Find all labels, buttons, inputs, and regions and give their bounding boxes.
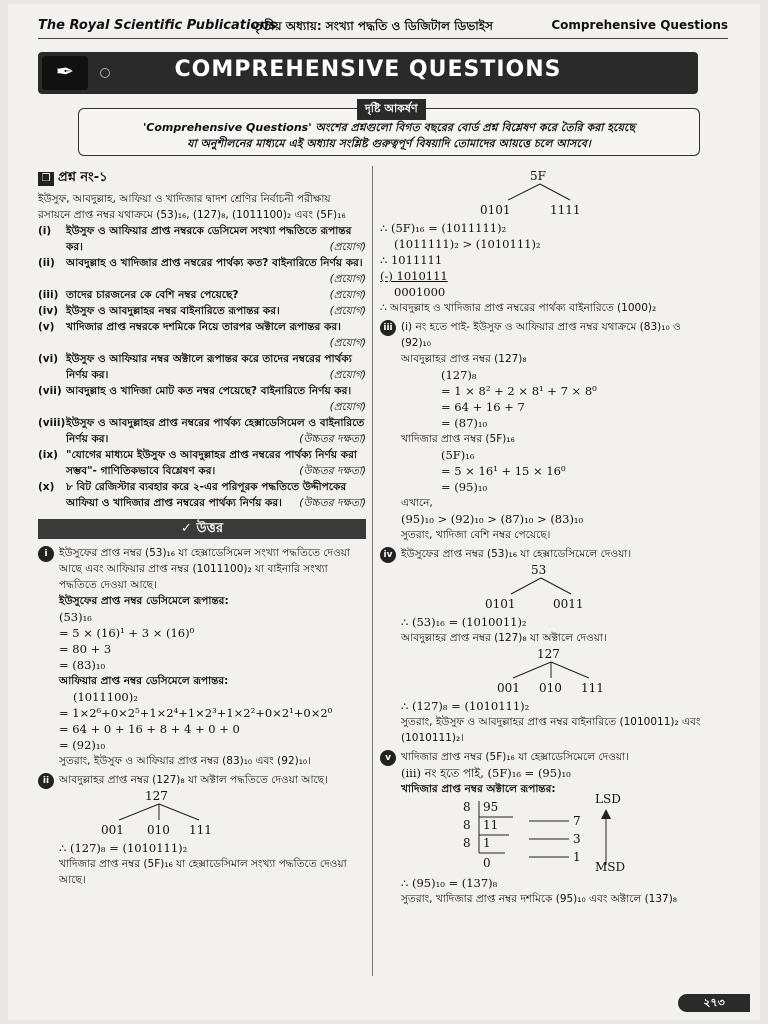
answer-text: ইউসুফের প্রাপ্ত নম্বর (53)₁₆ যা হেক্সাডেসিমেল সংখ্যা পদ্ধতিতে দেওয়া আছে এবং আফিয়ার প্রাপ্ত নম্বর (1011100)₂ যা বাইনারি সংখ্যা পদ্ধতিতে দেওয়া আছে। [59, 547, 351, 591]
tree-leaf: 0011 [553, 597, 584, 611]
math-line: = (92)₁₀ [59, 738, 106, 752]
tree-leaf: 001 [497, 681, 520, 695]
math-line: (127)₈ [441, 368, 477, 382]
question-item: (iv) ইউসুফ ও আবদুল্লাহর নম্বর বাইনারিতে রূপান্তর কর। (প্রয়োগ) [38, 305, 366, 317]
notice-line-2: যা অনুশীলনের মাধ্যমে এই অধ্যায় সংশ্লিষ্ট গুরুত্বপূর্ণ বিষয়াদি তোমাদের আয়ত্তে চলে আসবে। [187, 137, 591, 150]
notice-line-1: 'Comprehensive Questions' অংশের প্রশ্নগুলো বিগত বছরের বোর্ড প্রশ্ন বিশ্লেষণ করে তৈরি করা হয়েছে [142, 121, 636, 134]
answer-subheading: খাদিজার প্রাপ্ত নম্বর (5F)₁₆ [401, 433, 515, 445]
math-line: = 64 + 16 + 7 [441, 400, 525, 414]
column-divider [372, 166, 373, 976]
question-item: (vii) আবদুল্লাহ ও খাদিজা মোট কত নম্বর পেয়েছে? বাইনারিতে নির্ণয় কর। (প্রয়োগ) [38, 385, 366, 413]
answer-subheading: আবদুল্লাহর প্রাপ্ত নম্বর (127)₈ [401, 353, 527, 365]
math-line: (95)₁₀ > (92)₁₀ > (87)₁₀ > (83)₁₀ [401, 512, 584, 526]
math-line: ∴ (5F)₁₆ = (1011111)₂ [380, 221, 507, 235]
question-heading: ❐ প্রশ্ন নং-১ [38, 168, 366, 189]
math-line: ∴ (127)₈ = (1010111)₂ [59, 841, 188, 855]
answer-number-badge: iv [380, 547, 396, 563]
tree-leaf: 111 [189, 823, 212, 837]
answer-text: এখানে, [401, 497, 433, 509]
question-item: (i) ইউসুফ ও আফিয়ার প্রাপ্ত নম্বরকে ডেসিমেল সংখ্যা পদ্ধতিতে রূপান্তর কর। (প্রয়োগ) [38, 225, 366, 253]
division-remainder: 1 [573, 850, 581, 864]
tree-leaf: 111 [581, 681, 604, 695]
answer-conclusion: সুতরাং, খাদিজা বেশি নম্বর পেয়েছে। [401, 529, 551, 541]
answer-number-badge: iii [380, 320, 396, 336]
notice-box [78, 102, 700, 156]
chapter-title: তৃতীয় অধ্যায়: সংখ্যা পদ্ধতি ও ডিজিটাল ডিভাইস [253, 19, 493, 33]
msd-label: MSD [595, 860, 626, 874]
page-number: ২৭৩ [678, 994, 750, 1012]
answer-conclusion: ∴ আবদুল্লাহ ও খাদিজার প্রাপ্ত নম্বরের পার্থক্য বাইনারিতে (1000)₂ [380, 302, 657, 314]
answer-text: আবদুল্লাহর প্রাপ্ত নম্বর (127)₈ যা অক্টাল পদ্ধতিতে দেওয়া আছে। [59, 774, 328, 786]
answer-conclusion: সুতরাং, ইউসুফ ও আবদুল্লাহর প্রাপ্ত নম্বর বাইনারিতে (1010011)₂ এবং (1010111)₂। [401, 716, 701, 744]
question-item: (vi) ইউসুফ ও আফিয়ার নম্বর অক্টালে রূপান্তর করে তাদের নম্বরের পার্থক্য নির্ণয় কর। (প্রয়োগ) [38, 353, 366, 381]
question-item: (iii) তাদের চারজনের কে বেশি নম্বর পেয়েছে? (প্রয়োগ) [38, 289, 366, 301]
math-line: = (83)₁₀ [59, 658, 106, 672]
title-banner [38, 52, 698, 94]
math-line: ∴ (95)₁₀ = (137)₈ [401, 876, 498, 890]
question-item: (viii) ইউসুফ ও আবদুল্লাহর প্রাপ্ত নম্বরের পার্থক্য হেক্সাডেসিমেল ও বাইনারিতে নির্ণয় কর। (উচ্চতর দক্ষতা) [38, 417, 366, 445]
question-item: (ii) আবদুল্লাহ ও খাদিজার প্রাপ্ত নম্বরের পার্থক্য কত? বাইনারিতে নির্ণয় কর। (প্রয়োগ) [38, 257, 366, 285]
answer-2 [38, 772, 366, 888]
math-line: = 80 + 3 [59, 642, 112, 656]
octal-tree [59, 788, 366, 840]
math-line: (iii) নং হতে পাই, (5F)₁₆ = (95)₁₀ [401, 766, 571, 780]
answer-conclusion: সুতরাং, ইউসুফ ও আফিয়ার প্রাপ্ত নম্বর (83)₁₀ এবং (92)₁₀। [59, 755, 311, 767]
notice-text [89, 120, 689, 152]
tree-root: 5F [530, 169, 546, 183]
question-stem: ইউসুফ, আবদুল্লাহ, আফিয়া ও খাদিজার দ্বাদশ শ্রেণির নির্বাচনী পরীক্ষায় রসায়নে প্রাপ্ত নম্বর যথাক্রমে (53)₁₆, (127)₈, (1011100)₂ এবং (5F)₁₆ [38, 193, 346, 221]
division-dividend: 95 [483, 800, 499, 814]
tree-root: 127 [145, 789, 168, 803]
division-remainder: 7 [573, 814, 581, 828]
math-line: = 5 × 16¹ + 15 × 16⁰ [441, 464, 566, 478]
answer-1 [38, 545, 366, 769]
left-column [38, 168, 366, 888]
section-title: Comprehensive Questions [551, 18, 728, 32]
pen-nib-icon: ✒ [42, 56, 88, 90]
math-line: ∴ (53)₁₆ = (1010011)₂ [401, 615, 527, 629]
math-line: 0001000 [394, 285, 446, 299]
math-line: = 5 × (16)¹ + 3 × (16)⁰ [59, 626, 195, 640]
math-line: (5F)₁₆ [441, 448, 475, 462]
running-header [38, 16, 728, 39]
tree-leaf: 1111 [550, 203, 581, 217]
division-base: 8 [463, 836, 471, 850]
math-line: (53)₁₆ [59, 610, 92, 624]
answer-text: (i) নং হতে পাই- ইউসুফ ও আফিয়ার প্রাপ্ত নম্বর যথাক্রমে (83)₁₀ ও (92)₁₀ [401, 321, 681, 349]
answer-conclusion: সুতরাং, খাদিজার প্রাপ্ত নম্বর দশমিকে (95)₁₀ এবং অক্টালে (137)₈ [401, 893, 678, 905]
octal-tree [401, 646, 702, 698]
math-line: = 1 × 8² + 2 × 8¹ + 7 × 8⁰ [441, 384, 597, 398]
answer-text: ইউসুফের প্রাপ্ত নম্বর (53)₁₆ যা হেক্সাডেসিমেলে দেওয়া। [401, 548, 632, 560]
math-line: = 64 + 0 + 16 + 8 + 4 + 0 + 0 [59, 722, 240, 736]
tree-arrows [401, 646, 641, 698]
hex-tree [401, 562, 702, 614]
question-list [38, 223, 366, 511]
math-line: (1011100)₂ [73, 690, 138, 704]
math-line: ∴ (127)₈ = (1010111)₂ [401, 699, 530, 713]
answer-subheading: ইউসুফের প্রাপ্ত নম্বর ডেসিমেলে রূপান্তর: [59, 595, 229, 607]
math-line: = (95)₁₀ [441, 480, 488, 494]
division-lines [401, 797, 701, 875]
lsd-label: LSD [595, 792, 621, 806]
math-line: = 1×2⁶+0×2⁵+1×2⁴+1×2³+1×2²+0×2¹+0×2⁰ [59, 706, 333, 720]
hex-tree [380, 168, 702, 220]
division-table [401, 792, 702, 875]
question-item: (v) খাদিজার প্রাপ্ত নম্বরকে দশমিকে নিয়ে তারপর অক্টালে রূপান্তর কর। (প্রয়োগ) [38, 321, 366, 349]
answer-text: খাদিজার প্রাপ্ত নম্বর (5F)₁₆ যা হেক্সাডেসিমেলে দেওয়া। [401, 751, 629, 763]
tree-leaf: 0101 [485, 597, 516, 611]
division-quotient: 1 [483, 836, 491, 850]
answer-3 [380, 319, 702, 543]
right-column [380, 168, 702, 907]
tree-leaf: 001 [101, 823, 124, 837]
answer-text: আবদুল্লাহর প্রাপ্ত নম্বর (127)₈ যা অক্টালে দেওয়া। [401, 632, 607, 644]
question-item: (ix) "যোগের মাধ্যমে ইউসুফ ও আবদুল্লাহর প্রাপ্ত নম্বরের পার্থক্য নির্ণয় করা সম্ভব"- গাণিতিকভাবে বিশ্লেষণ কর। (উচ্চতর দক্ষতা) [38, 449, 366, 477]
tree-root: 127 [537, 647, 560, 661]
math-line: ∴ 1011111 [380, 253, 443, 267]
answer-subheading: খাদিজার প্রাপ্ত নম্বর অক্টালে রূপান্তর: [401, 783, 556, 795]
page-title: COMPREHENSIVE QUESTIONS [174, 57, 562, 82]
division-base: 8 [463, 818, 471, 832]
division-quotient: 0 [483, 856, 491, 870]
notice-tag: দৃষ্টি আকর্ষণ [357, 99, 426, 120]
question-item: (x) ৮ বিট রেজিস্টার ব্যবহার করে ২-এর পরিপূরক পদ্ধতিতে উদ্দীপকের আফিয়া ও খাদিজার প্রাপ্ত নম্বরের পার্থক্য নির্ণয় কর। (উচ্চতর দক্ষতা) [38, 481, 366, 509]
division-quotient: 11 [483, 818, 499, 832]
answer-5 [380, 749, 702, 907]
tree-leaf: 010 [539, 681, 562, 695]
answer-number-badge: i [38, 546, 54, 562]
tree-leaf: 0101 [480, 203, 511, 217]
math-line: = (87)₁₀ [441, 416, 488, 430]
answer-heading: ✓ উত্তর [38, 519, 366, 539]
division-remainder: 3 [573, 832, 581, 846]
answer-number-badge: v [380, 750, 396, 766]
answer-4 [380, 546, 702, 746]
answer-number-badge: ii [38, 773, 54, 789]
answer-text: খাদিজার প্রাপ্ত নম্বর (5F)₁₆ যা হেক্সাডেসিমাল সংখ্যা পদ্ধতিতে দেওয়া আছে। [59, 858, 347, 886]
tree-root: 53 [531, 563, 547, 577]
answer-subheading: আফিয়ার প্রাপ্ত নম্বর ডেসিমেলে রূপান্তর: [59, 675, 229, 687]
page [8, 4, 760, 1020]
division-base: 8 [463, 800, 471, 814]
math-line: (-) 1010111 [380, 269, 448, 283]
math-line: (1011111)₂ > (1010111)₂ [394, 237, 541, 251]
book-icon: ❐ [38, 172, 54, 186]
publisher-name: The Royal Scientific Publications [38, 18, 277, 33]
tree-leaf: 010 [147, 823, 170, 837]
